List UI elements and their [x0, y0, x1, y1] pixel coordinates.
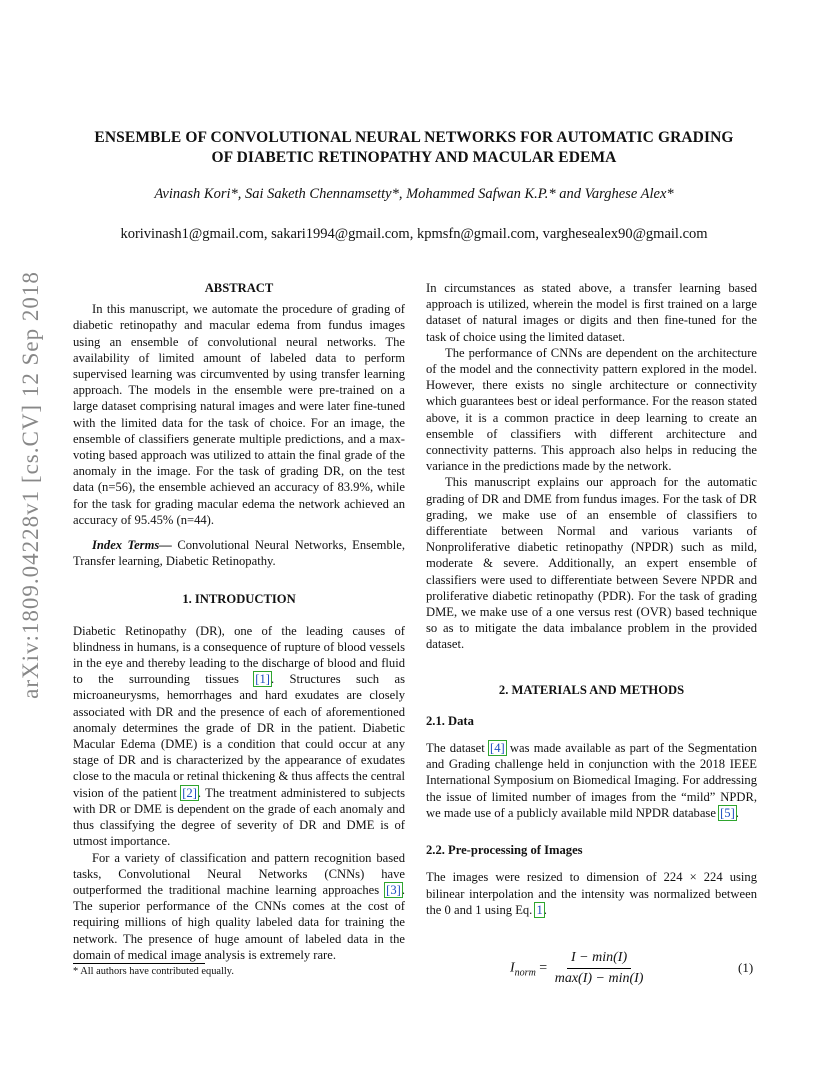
- citation-link-3[interactable]: [3]: [386, 882, 401, 897]
- citation-link-1[interactable]: [1]: [255, 672, 270, 687]
- preprocessing-text-b: .: [543, 902, 547, 917]
- intro-p1-text-c: . The treatment administered to subjects with DR or DME is dependent on the grade of each anomaly and thus classifying the degree of severity of DR and DME is of utmost importance.: [73, 785, 406, 849]
- equation-denominator: max(I) − min(I): [554, 971, 644, 986]
- equation-1: [510, 950, 647, 987]
- intro-p1-text-b: . Structures such as microaneurysms, hemorrhages and hard exudates are closely associated with DR and the presence of each of aforementioned anomaly determines the grade of DR in the patient. Diabetic Macular Edema (DME) is a condition that could occur at any stage of DR and is characterized by the appearance of exudates close to the macula or retinal thickening & thus affects the central vision of the patient: [73, 672, 406, 800]
- data-text-b: was made available as part of the Segmentation and Grading challenge held in conjunction with the 2018 IEEE International Symposium on Biomedical Imaging. For addressing the issue of limited number of images from the “mild” NPDR, we made use of a publicly available mild NPDR database: [426, 741, 757, 820]
- intro-paragraph-5: This manuscript explains our approach for the automatic grading of DR and DME from fundus images. For the task of DR grading, we make use of an ensemble of classifiers to differentiate between Normal and various variants of Nonproliferative diabetic retinopathy (NPDR) such as mild, moderate & severe. Additionally, an expert ensemble of classifiers were used to differentiate between Severe NPDR and proliferative diabetic retinopathy (PDR). For the task of grading DME, we make use of a one versus rest (OVR) based technique so as to mitigate the data imbalance problem in the provided dataset.: [426, 475, 757, 652]
- intro-paragraph-4: The performance of CNNs are dependent on the architecture of the model and the connectivity pattern explored in the model. However, there exists no single architecture or connectivity which guarantees best or ideal performance. For the reason stated above, it is a common practice in deep learning to create an ensemble of classifiers with different architecture and connectivity patterns. This approach also helps in reducing the variance in the predictions made by the network.: [426, 345, 757, 474]
- equation-number: (1): [738, 960, 754, 975]
- abstract-text: In this manuscript, we automate the procedure of grading of diabetic retinopathy and macular edema from fundus images using an ensemble of convolutional neural networks. The availability of limited amount of labeled data to perform supervised learning was circumvented by using transfer learning approach. The models in the ensemble were pre-trained on a large dataset comprising natural images and were later fine-tuned with the limited data for the task of choice. For an image, the ensemble of classifiers generate multiple predictions, and a max-voting based approach was utilized to attain the final grade of the anomaly in the image. For the task of grading DR, on the test data (n=56), the ensemble achieved an accuracy of 83.9%, while for the task for grading macular edema the network achieved an accuracy of 95.45% (n=44).: [73, 302, 405, 527]
- equation-fraction: [551, 950, 648, 987]
- intro-p1-text-a: Diabetic Retinopathy (DR), one of the leading causes of blindness in humans, is a consequence of rupture of blood vessels in the eye and thereby leading to the discharge of blood and fluid to the surrounding tissues: [73, 623, 405, 687]
- equation-equals: =: [535, 960, 551, 976]
- intro-p2-text-a: For a variety of classification and pattern recognition based tasks, Convolutional Neural Networks (CNNs) have outperformed the traditional machine learning approaches: [73, 850, 405, 897]
- intro-p2-text-b: . The superior performance of the CNNs comes at the cost of requiring millions of high quality labeled data for training the network. The presence of huge amount of labeled data in the domain of medical image analysis is extremely rare.: [73, 882, 405, 962]
- preprocessing-text-a: The images were resized to dimension of 224 × 224 using bilinear interpolation and the intensity was normalized between the 0 and 1 using Eq.: [426, 870, 757, 917]
- equation-link-1[interactable]: 1: [536, 902, 543, 917]
- index-terms-label: Index Terms—: [92, 538, 172, 553]
- author-list: Avinash Kori*, Sai Saketh Chennamsetty*, Mohammed Safwan K.P.* and Varghese Alex*: [154, 186, 674, 202]
- equation-numerator: I − min(I): [567, 950, 631, 969]
- data-text-c: .: [735, 805, 739, 820]
- data-subheading: 2.1. Data: [426, 713, 474, 728]
- paper-title: [40, 128, 788, 168]
- preprocessing-subheading: 2.2. Pre-processing of Images: [426, 843, 583, 858]
- footnote: * All authors have contributed equally.: [73, 966, 234, 977]
- data-text-a: The dataset: [426, 741, 489, 756]
- preprocessing-paragraph: [426, 869, 757, 918]
- intro-heading: 1. INTRODUCTION: [182, 592, 296, 607]
- right-column: [426, 280, 757, 918]
- author-emails: korivinash1@gmail.com, sakari1994@gmail.com, kpmsfn@gmail.com, varghesealex90@gmail.com: [120, 226, 708, 242]
- intro-paragraph-1: [73, 623, 405, 850]
- intro-paragraph-2: [73, 850, 405, 963]
- equation-subscript: norm: [514, 967, 536, 979]
- index-terms-text: Convolutional Neural Networks, Ensemble, Transfer learning, Diabetic Retinopathy.: [73, 538, 405, 569]
- intro-paragraph-3: In circumstances as stated above, a transfer learning based approach is utilized, wherein the model is first trained on a large dataset of natural images or digits and then fine-tuned for the task of choice using the limited dataset.: [426, 281, 757, 344]
- title-line-2: OF DIABETIC RETINOPATHY AND MACULAR EDEMA: [211, 149, 617, 166]
- data-paragraph: [426, 740, 757, 821]
- title-line-1: ENSEMBLE OF CONVOLUTIONAL NEURAL NETWORKS FOR AUTOMATIC GRADING: [94, 129, 734, 146]
- citation-link-2[interactable]: [2]: [182, 785, 197, 800]
- index-terms: [73, 537, 405, 569]
- left-column: [73, 280, 405, 963]
- footnote-rule: [73, 963, 205, 964]
- citation-link-5[interactable]: [5]: [720, 805, 735, 820]
- methods-heading: 2. MATERIALS AND METHODS: [498, 682, 685, 697]
- citation-link-4[interactable]: [4]: [490, 741, 505, 756]
- abstract-heading: ABSTRACT: [204, 281, 274, 295]
- arxiv-stamp: arXiv:1809.04228v1 [cs.CV] 12 Sep 2018: [18, 271, 43, 699]
- equation-lhs: I: [510, 960, 515, 976]
